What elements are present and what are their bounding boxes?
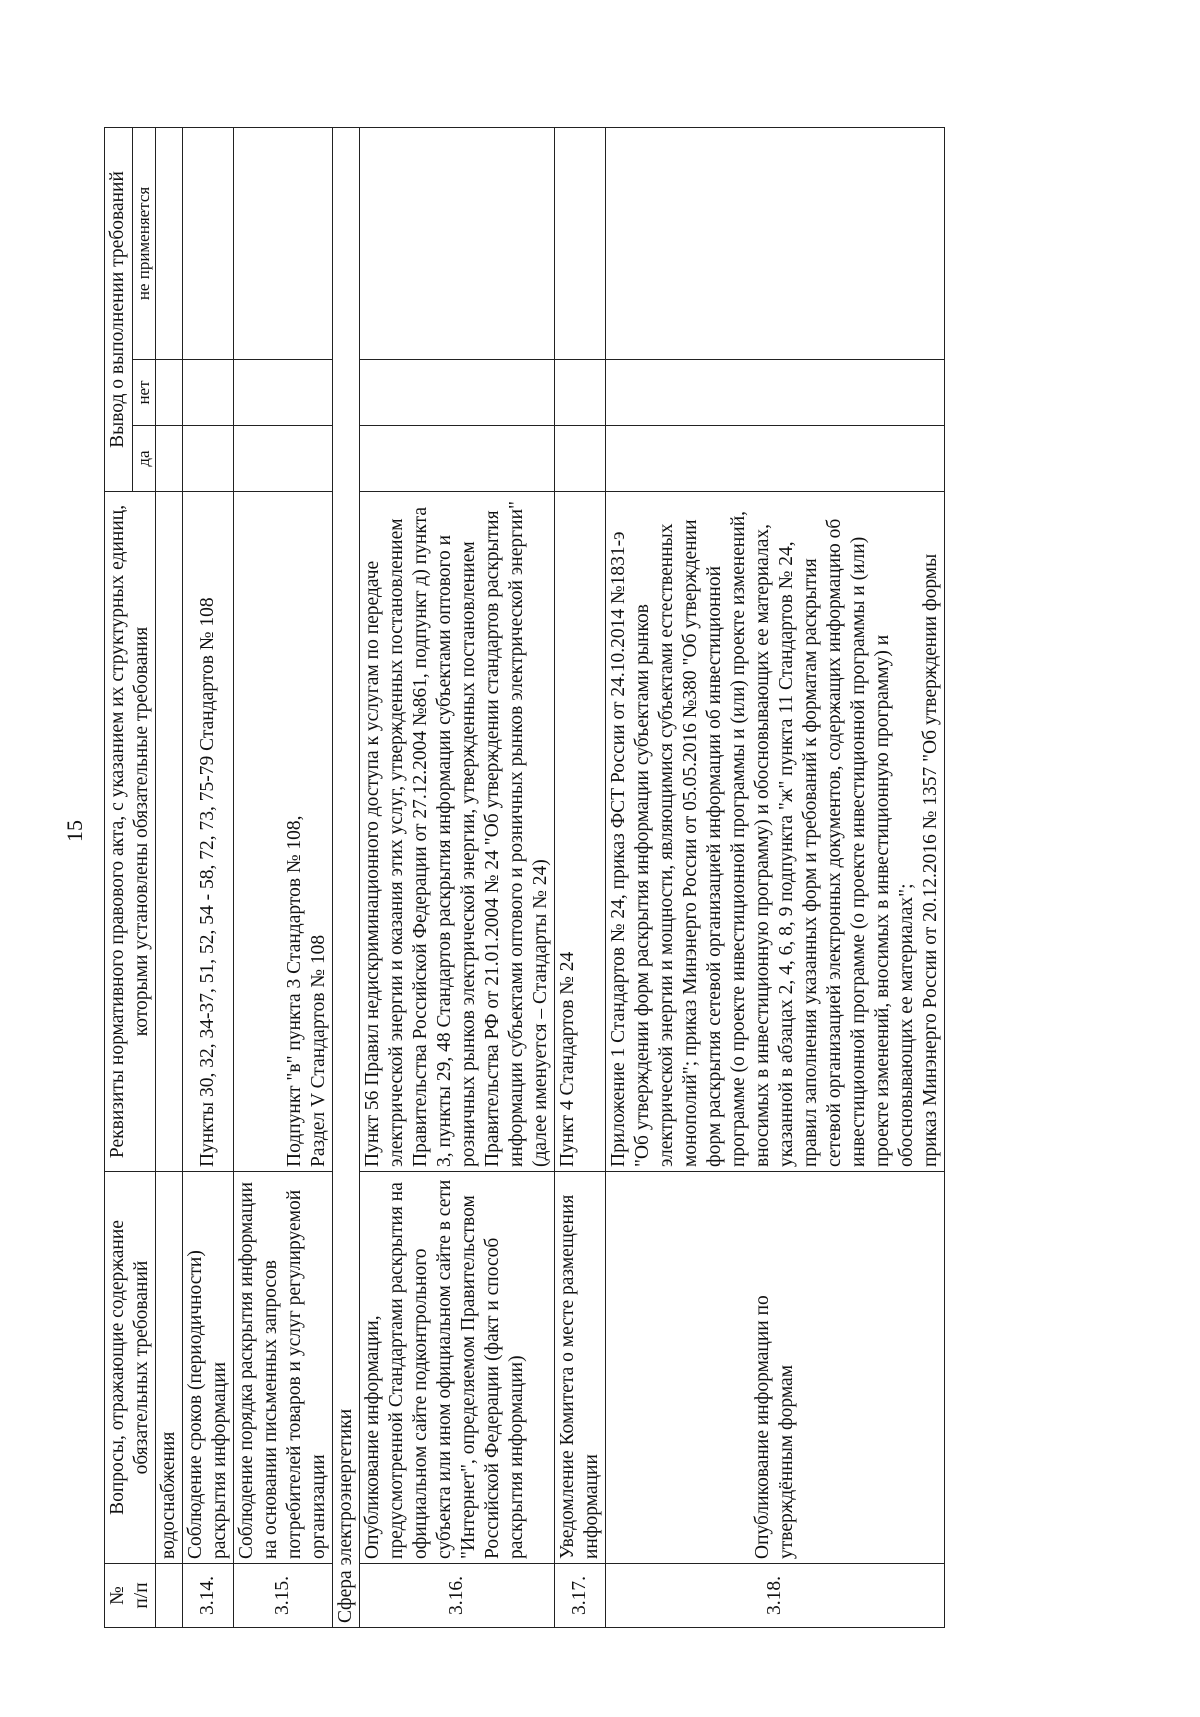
empty-cell — [234, 426, 333, 492]
row-number: 3.14. — [183, 1564, 234, 1628]
table-row — [555, 127, 606, 1627]
empty-cell — [183, 426, 234, 492]
section-continuation: водоснабжения — [156, 1172, 183, 1564]
row-number: 3.16. — [360, 1564, 555, 1628]
empty-cell — [156, 426, 183, 492]
empty-cell — [555, 426, 606, 492]
empty-cell — [360, 426, 555, 492]
empty-cell — [156, 1564, 183, 1628]
row-requisites: Приложение 1 Стандартов № 24, приказ ФСТ России от 24.10.2014 №1831-э "Об утверждении форм раскрытия информации субъектами рынков электрической энергии и мощности, являющимися субъектами естественных монополий"; приказ Минэнерго России от 05.05.2016 №380 "Об утверждении форм раскрытия сетевой организацией информации об инвестиционной программе (о проекте инвестиционной программы и (или) проекте изменений, вносимых в инвестиционную программу) и обосновывающих ее материалах, указанной в абзацах 2, 4, 6, 8, 9 подпункта "ж" пункта 11 Стандартов № 24, правил заполнения указанных форм и требований к форматам раскрытия сетевой организацией электронных документов, содержащих информацию об инвестиционной программе (о проекте инвестиционной программы и (или) проекте изменений, вносимых в инвестиционную программу) и обосновывающих ее материалах"; приказ Минэнерго России от 20.12.2016 № 1357 "Об утверждении формы — [606, 492, 945, 1172]
table-row — [183, 127, 234, 1627]
empty-cell — [234, 127, 333, 359]
table-row — [234, 127, 333, 1627]
header-question: Вопросы, отражающие содержание обязательных требований — [105, 1172, 156, 1564]
empty-cell — [606, 426, 945, 492]
row-question: Соблюдение сроков (периодичности) раскрытия информации — [183, 1172, 234, 1564]
row-requisites: Пункт 56 Правил недискриминационного доступа к услугам по передаче электрической энергии и оказания этих услуг, утвержденных постановлением Правительства Российской Федерации от 27.12.2004 №861, подпункт д) пункта 3, пункты 29, 48 Стандартов раскрытия информации субъектами оптового и розничных рынков электрической энергии, утвержденных постановлением Правительства РФ от 21.01.2004 № 24 "Об утверждении стандартов раскрытия информации субъектами оптового и розничных рынков электрической энергии" (далее именуется – Стандарты № 24) — [360, 492, 555, 1172]
row-number: 3.15. — [234, 1564, 333, 1628]
empty-cell — [360, 360, 555, 426]
header-requisites: Реквизиты нормативного правового акта, с указанием их структурных единиц, которыми установлены обязательные требования — [105, 492, 156, 1172]
row-question: Опубликование информации, предусмотренной Стандартами раскрытия на официальном сайте подконтрольного субъекта или ином официальном сайте в сети "Интернет", определяемом Правительством Российской Федерации (факт и способ раскрытия информации) — [360, 1172, 555, 1564]
empty-cell — [234, 360, 333, 426]
header-yes: да — [132, 426, 155, 492]
empty-cell — [555, 127, 606, 359]
row-requisites: Пункты 30, 32, 34-37, 51, 52, 54 - 58, 72, 73, 75-79 Стандартов № 108 — [183, 492, 234, 1172]
header-num: № п/п — [105, 1564, 156, 1628]
row-question: Уведомление Комитета о месте размещения информации — [555, 1172, 606, 1564]
empty-cell — [183, 127, 234, 359]
empty-cell — [360, 127, 555, 359]
header-no: нет — [132, 360, 155, 426]
table-row — [156, 127, 183, 1627]
empty-cell — [156, 492, 183, 1172]
empty-cell — [555, 360, 606, 426]
section-title: Сфера электроэнергетики — [333, 127, 360, 1627]
empty-cell — [606, 360, 945, 426]
empty-cell — [183, 360, 234, 426]
section-row — [333, 127, 360, 1627]
header-not-applicable: не применяется — [132, 127, 155, 359]
row-number: 3.18. — [606, 1564, 945, 1628]
row-question: Соблюдение порядка раскрытия информации на основании письменных запросов потребителей товаров и услуг регулируемой организации — [234, 1172, 333, 1564]
row-question: Опубликование информации по утверждённым формам — [606, 1172, 945, 1564]
header-conclusion: Вывод о выполнении требований — [105, 127, 133, 491]
rotated-page-content — [104, 128, 1180, 1628]
row-requisites: Подпункт "в" пункта 3 Стандартов № 108, Раздел V Стандартов № 108 — [234, 492, 333, 1172]
table-row — [360, 127, 555, 1627]
page-number: 15 — [62, 820, 87, 842]
empty-cell — [156, 360, 183, 426]
requirements-table — [104, 127, 945, 1628]
empty-cell — [156, 127, 183, 359]
row-requisites: Пункт 4 Стандартов № 24 — [555, 492, 606, 1172]
empty-cell — [606, 127, 945, 359]
table-row — [606, 127, 945, 1627]
row-number: 3.17. — [555, 1564, 606, 1628]
